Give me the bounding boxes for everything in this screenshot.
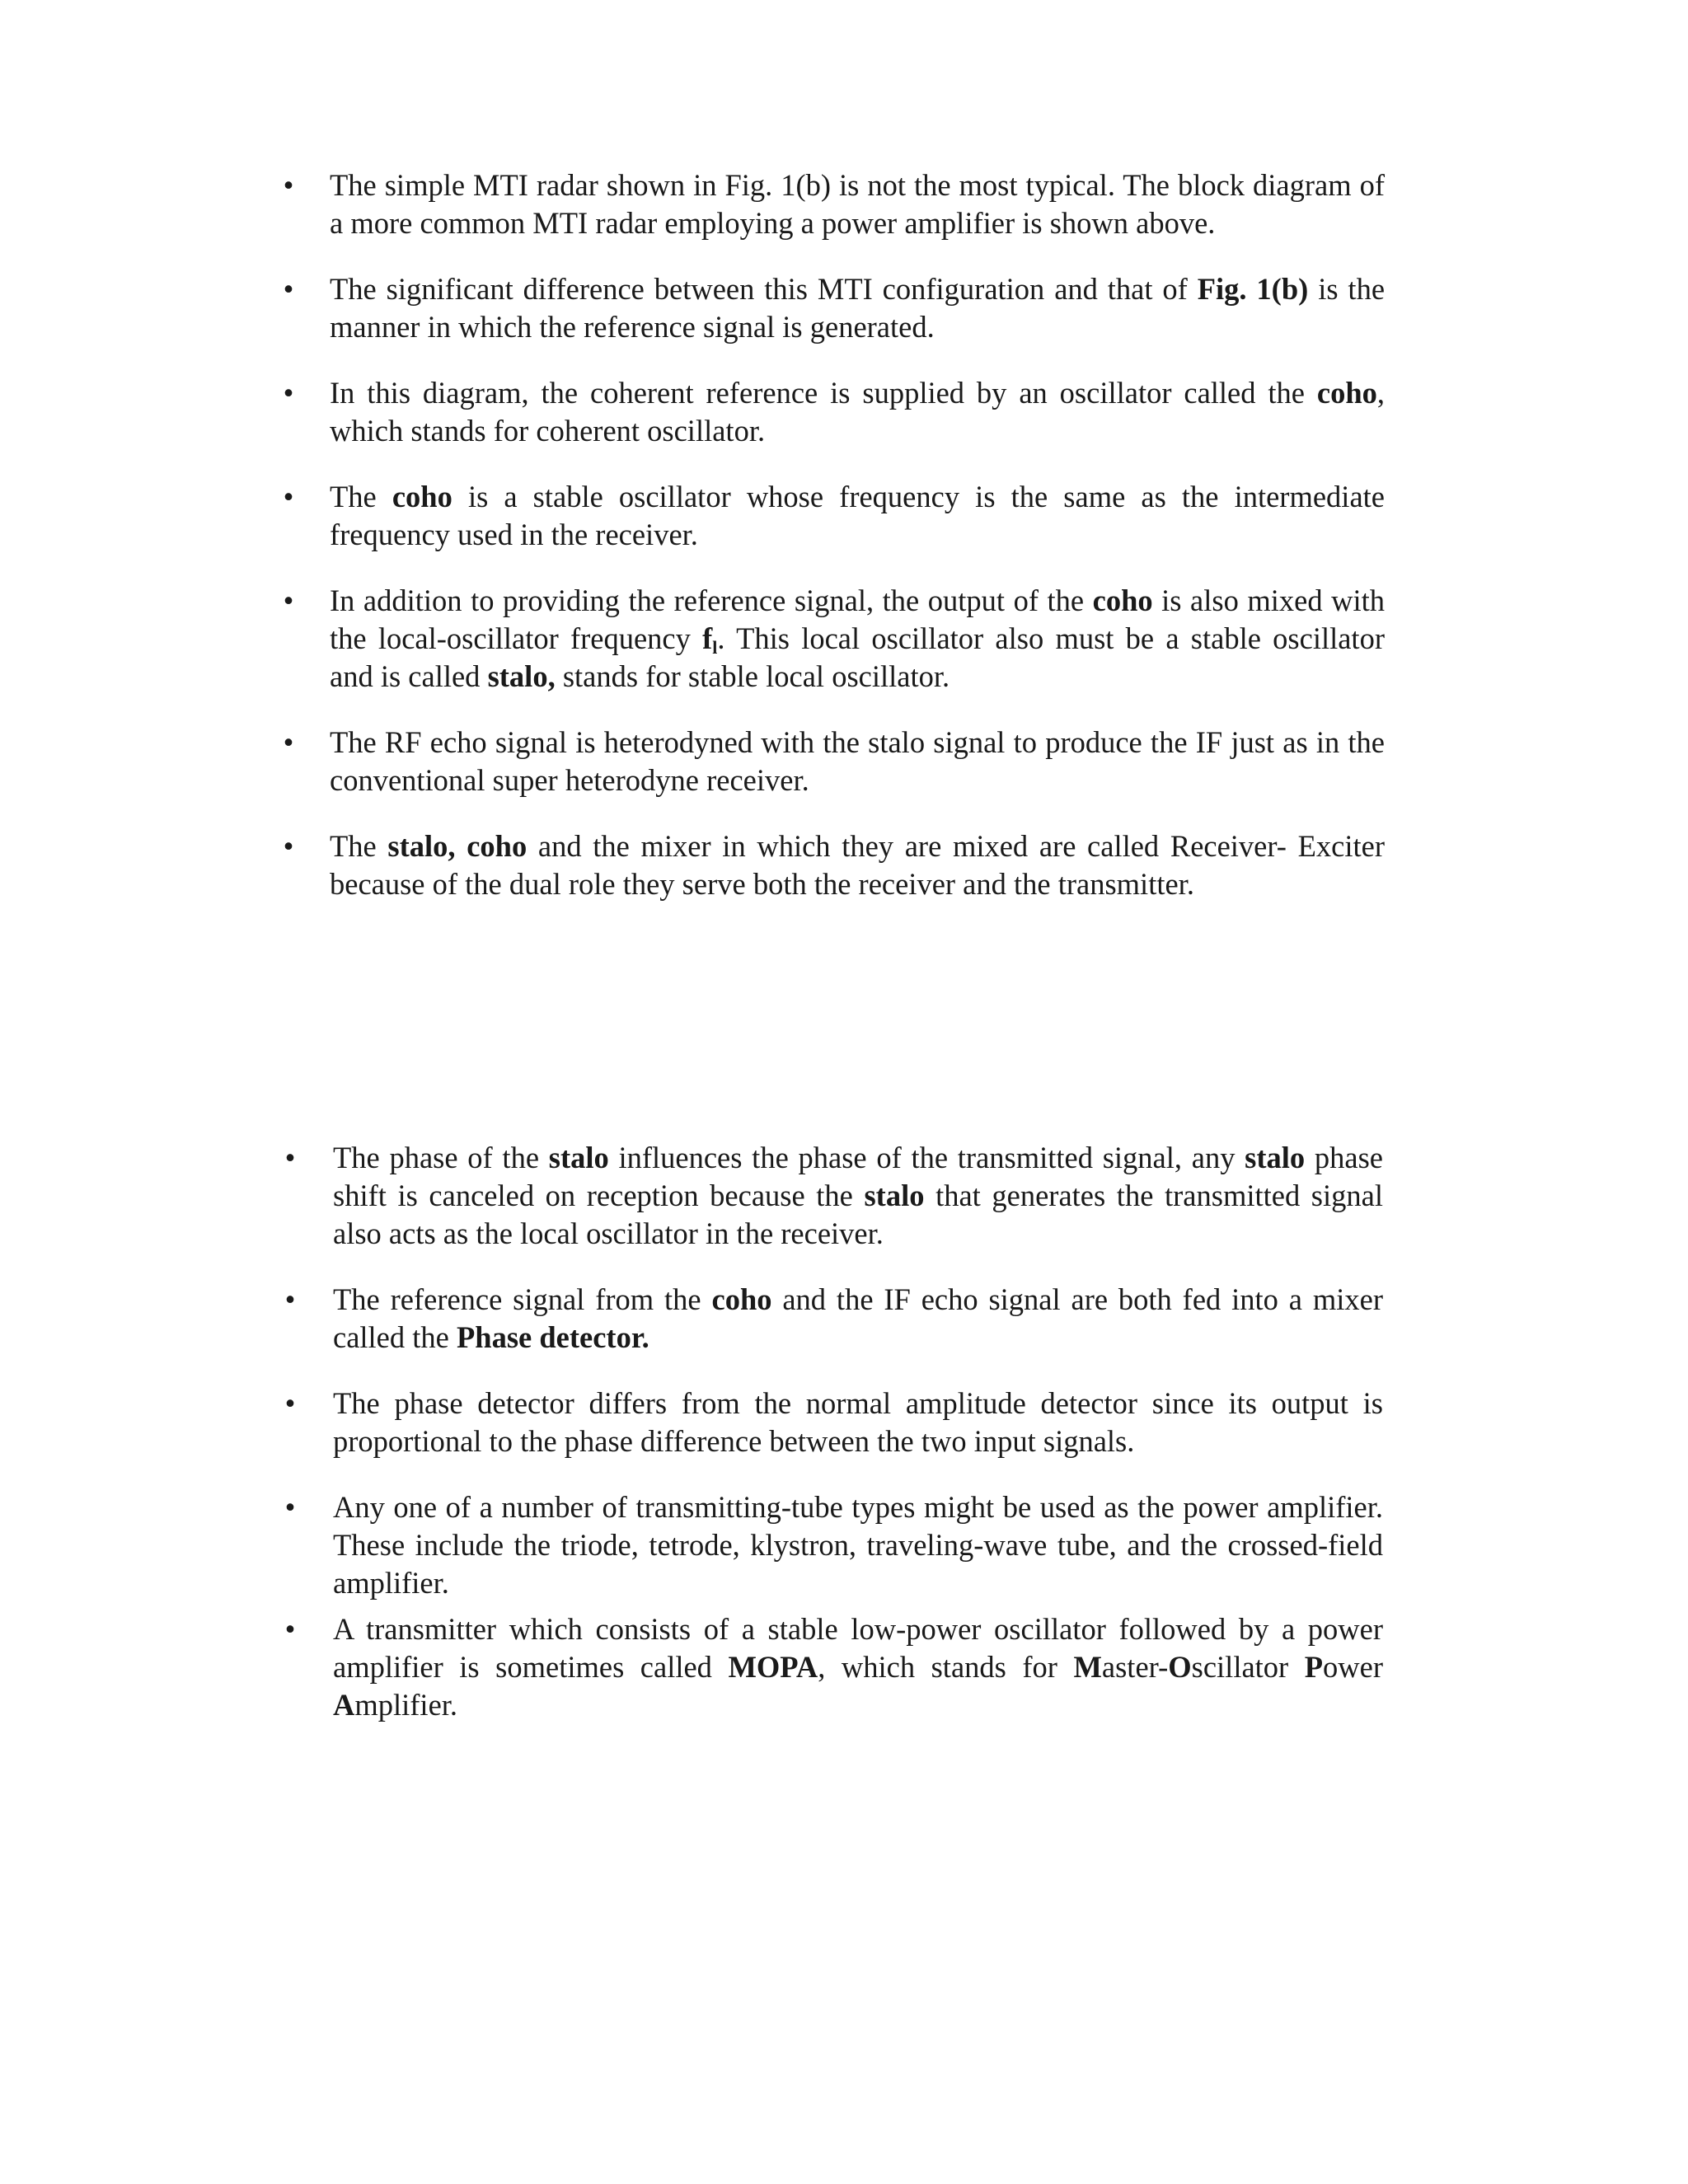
- bullet-item: [280, 582, 1385, 696]
- text-run: scillator: [1191, 1650, 1305, 1684]
- bold-run: stalo,: [487, 659, 556, 693]
- text-run: , which stands for: [818, 1650, 1074, 1684]
- bold-run: stalo: [864, 1179, 925, 1212]
- text-run: Any one of a number of transmitting-tube types might be used as the power amplifier. These include the triode, tetrode, klystron, traveling-wave tube, and the crossed-field amplifier.: [333, 1490, 1383, 1600]
- bullet-item: [282, 1281, 1383, 1357]
- text-run: The significant difference between this MTI configuration and that of: [330, 272, 1198, 306]
- bullet-mark: •: [283, 583, 294, 617]
- bullet-mark: •: [284, 1612, 296, 1646]
- text-run: and the mixer in which they are mixed are called Receiver- Exciter because of the dual role they serve both the receiver and the transmitter.: [330, 829, 1386, 901]
- bold-run: coho: [1316, 376, 1377, 410]
- bold-run: MOPA: [728, 1650, 818, 1684]
- text-run: In addition to providing the reference signal, the output of the: [330, 583, 1093, 617]
- bullet-item: [282, 1385, 1383, 1460]
- text-run: is the manner in which the reference signal is generated.: [330, 272, 1386, 344]
- bullet-mark: •: [284, 1141, 296, 1174]
- text-run: The phase of the: [333, 1141, 549, 1174]
- bold-run: stalo: [1245, 1141, 1306, 1174]
- bullet-item: [282, 1488, 1383, 1602]
- bullet-item: [280, 270, 1385, 346]
- text-run: influences the phase of the transmitted signal, any: [608, 1141, 1245, 1174]
- text-run: aster-: [1101, 1650, 1169, 1684]
- bullet-list-upper: [280, 166, 1385, 931]
- text-run: A transmitter which consists of a stable low-power oscillator followed by a power amplifier is sometimes called: [333, 1612, 1383, 1684]
- text-run: and the IF echo signal are both fed into a mixer called the: [333, 1282, 1383, 1354]
- bold-run: coho: [392, 480, 452, 513]
- bullet-item: [282, 1610, 1383, 1724]
- text-run: is a stable oscillator whose frequency is the same as the intermediate frequency used in the receiver.: [330, 480, 1385, 551]
- text-run: phase shift is canceled on reception because the: [333, 1141, 1383, 1212]
- bullet-mark: •: [284, 1386, 296, 1420]
- bold-run: A: [333, 1688, 355, 1722]
- bullet-item: [280, 166, 1385, 242]
- bullet-mark: •: [284, 1282, 296, 1316]
- bold-run: P: [1304, 1650, 1324, 1684]
- bold-run: O: [1168, 1650, 1192, 1684]
- bullet-item: [282, 1139, 1383, 1253]
- bullet-mark: •: [283, 725, 294, 759]
- bold-run: M: [1073, 1650, 1102, 1684]
- bullet-list-lower: [282, 1139, 1383, 1752]
- bullet-mark: •: [284, 1490, 296, 1524]
- bullet-item: [280, 724, 1385, 799]
- bullet-item: [280, 374, 1385, 450]
- text-run: that generates the transmitted signal also acts as the local oscillator in the receiver.: [333, 1179, 1383, 1250]
- text-run: . This local oscillator also must be a stable oscillator and is called: [330, 621, 1385, 693]
- bold-run: Phase detector.: [456, 1320, 649, 1354]
- bold-run: coho: [1092, 583, 1153, 617]
- bullet-mark: •: [283, 168, 294, 202]
- subscript-run: l: [712, 637, 718, 658]
- text-run: The simple MTI radar shown in Fig. 1(b) is not the most typical. The block diagram of a more common MTI radar employing a power amplifier is shown above.: [330, 168, 1385, 240]
- text-run: mplifier.: [354, 1688, 458, 1722]
- bold-run: f: [702, 621, 713, 655]
- text-run: The reference signal from the: [333, 1282, 712, 1316]
- bullet-mark: •: [283, 480, 294, 513]
- bullet-mark: •: [283, 376, 294, 410]
- text-run: The RF echo signal is heterodyned with the stalo signal to produce the IF just as in the conventional super heterodyne receiver.: [330, 725, 1385, 797]
- bold-run: stalo: [548, 1141, 609, 1174]
- text-run: ower: [1323, 1650, 1383, 1684]
- bullet-item: [280, 827, 1385, 903]
- text-run: The: [330, 829, 388, 863]
- text-run: is also mixed with the local-oscillator frequency: [330, 583, 1386, 655]
- text-run: The phase detector differs from the normal amplitude detector since its output is proportional to the phase difference between the two input signals.: [333, 1386, 1383, 1458]
- bold-run: coho: [711, 1282, 772, 1316]
- text-run: stands for stable local oscillator.: [555, 659, 950, 693]
- text-run: In this diagram, the coherent reference is supplied by an oscillator called the: [330, 376, 1317, 410]
- bold-run: Fig. 1(b): [1197, 272, 1309, 306]
- text-run: , which stands for coherent oscillator.: [330, 376, 1385, 448]
- bold-run: stalo, coho: [387, 829, 528, 863]
- text-run: The: [330, 480, 392, 513]
- bullet-item: [280, 478, 1385, 554]
- bullet-mark: •: [283, 829, 294, 863]
- bullet-mark: •: [283, 272, 294, 306]
